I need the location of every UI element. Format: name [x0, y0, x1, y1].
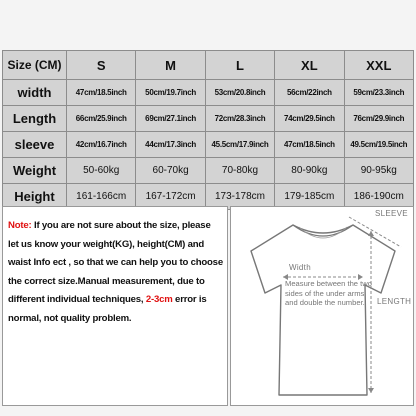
table-cell: 161-166cm: [67, 184, 135, 209]
table-cell: 56cm/22inch: [275, 80, 343, 105]
table-cell: 179-185cm: [275, 184, 343, 209]
table-cell: 50-60kg: [67, 158, 135, 183]
table-cell: 49.5cm/19.5inch: [345, 132, 413, 157]
size-m-header: M: [136, 51, 204, 79]
table-cell: 90-95kg: [345, 158, 413, 183]
size-note: [2, 206, 228, 406]
table-cell: 80-90kg: [275, 158, 343, 183]
table-cell: 74cm/29.5inch: [275, 106, 343, 131]
measurement-diagram: [230, 206, 414, 406]
width-label: Width: [289, 263, 311, 272]
table-cell: 47cm/18.5inch: [275, 132, 343, 157]
length-label: LENGTH: [377, 297, 412, 306]
row-label: width: [3, 80, 66, 105]
size-xxl-header: XXL: [345, 51, 413, 79]
size-xl-header: XL: [275, 51, 343, 79]
table-cell: 53cm/20.8inch: [206, 80, 274, 105]
table-cell: 167-172cm: [136, 184, 204, 209]
table-cell: 59cm/23.3inch: [345, 80, 413, 105]
row-label: Weight: [3, 158, 66, 183]
note-text-2: error is normal, not quality problem.: [8, 294, 207, 324]
table-cell: 72cm/28.3inch: [206, 106, 274, 131]
note-error-range: 2-3cm: [145, 294, 173, 305]
table-cell: 173-178cm: [206, 184, 274, 209]
table-cell: 186-190cm: [345, 184, 413, 209]
row-label: Length: [3, 106, 66, 131]
table-cell: 76cm/29.9inch: [345, 106, 413, 131]
table-cell: 44cm/17.3inch: [136, 132, 204, 157]
size-s-header: S: [67, 51, 135, 79]
row-label: sleeve: [3, 132, 66, 157]
table-cell: 69cm/27.1inch: [136, 106, 204, 131]
table-cell: 50cm/19.7inch: [136, 80, 204, 105]
sleeve-row: [3, 132, 413, 157]
table-cell: 45.5cm/17.9inch: [206, 132, 274, 157]
note-label: Note:: [8, 220, 32, 231]
size-chart-table: [2, 50, 414, 210]
size-header-row: [3, 51, 413, 79]
table-cell: 42cm/16.7inch: [67, 132, 135, 157]
weight-row: [3, 158, 413, 183]
length-row: [3, 106, 413, 131]
sleeve-label: SLEEVE: [375, 209, 408, 218]
row-label: Height: [3, 184, 66, 209]
width-row: [3, 80, 413, 105]
table-cell: 70-80kg: [206, 158, 274, 183]
size-l-header: L: [206, 51, 274, 79]
table-cell: 47cm/18.5inch: [67, 80, 135, 105]
note-text-1: If you are not sure about the size, please let us know your weight(KG), height(CM) and waist Info ect , so that we can help you to choose the correct size.Manual measurement, due to different individual techniques,: [8, 220, 223, 305]
table-cell: 66cm/25.9inch: [67, 106, 135, 131]
table-cell: 60-70kg: [136, 158, 204, 183]
measure-instruction: Measure between the two sides of the under arms and double the number.: [285, 279, 372, 308]
size-corner-cell: Size (CM): [3, 51, 66, 79]
